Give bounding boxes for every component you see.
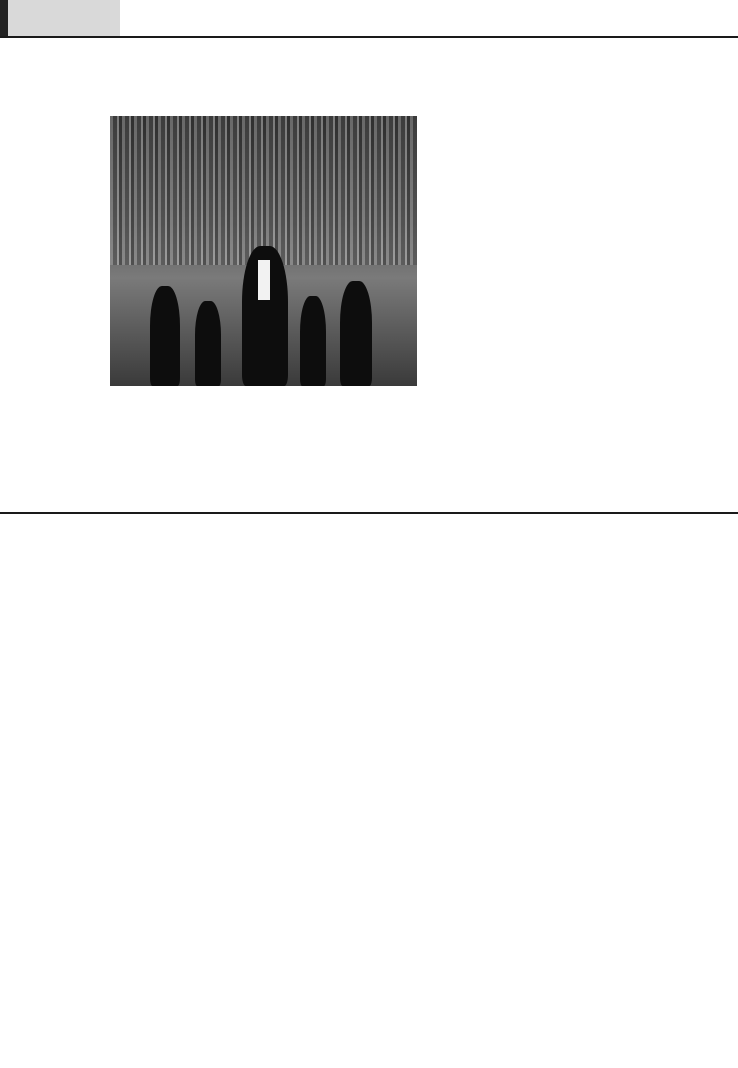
header-rule <box>0 36 738 38</box>
article1-photo <box>110 116 417 386</box>
section-tab <box>0 0 120 36</box>
article1-col7 <box>606 116 720 316</box>
article1-col7b <box>606 332 720 502</box>
singer-figure <box>340 281 372 386</box>
article1-col5 <box>420 426 486 502</box>
article1-col2 <box>110 392 200 502</box>
article1-col4-tail <box>420 392 486 412</box>
singer-figure <box>150 286 180 386</box>
article1-col6 <box>492 116 600 502</box>
singer-figure <box>195 301 221 386</box>
singer-figure <box>300 296 326 386</box>
article1-caption <box>420 116 486 386</box>
article1-col1 <box>18 262 108 500</box>
article1-col4 <box>308 392 416 502</box>
section-tab-edge <box>0 0 8 36</box>
organ-pipes <box>110 116 417 265</box>
section-divider <box>0 512 738 514</box>
conductor-shirt <box>258 260 270 300</box>
article1-col3 <box>210 392 300 502</box>
